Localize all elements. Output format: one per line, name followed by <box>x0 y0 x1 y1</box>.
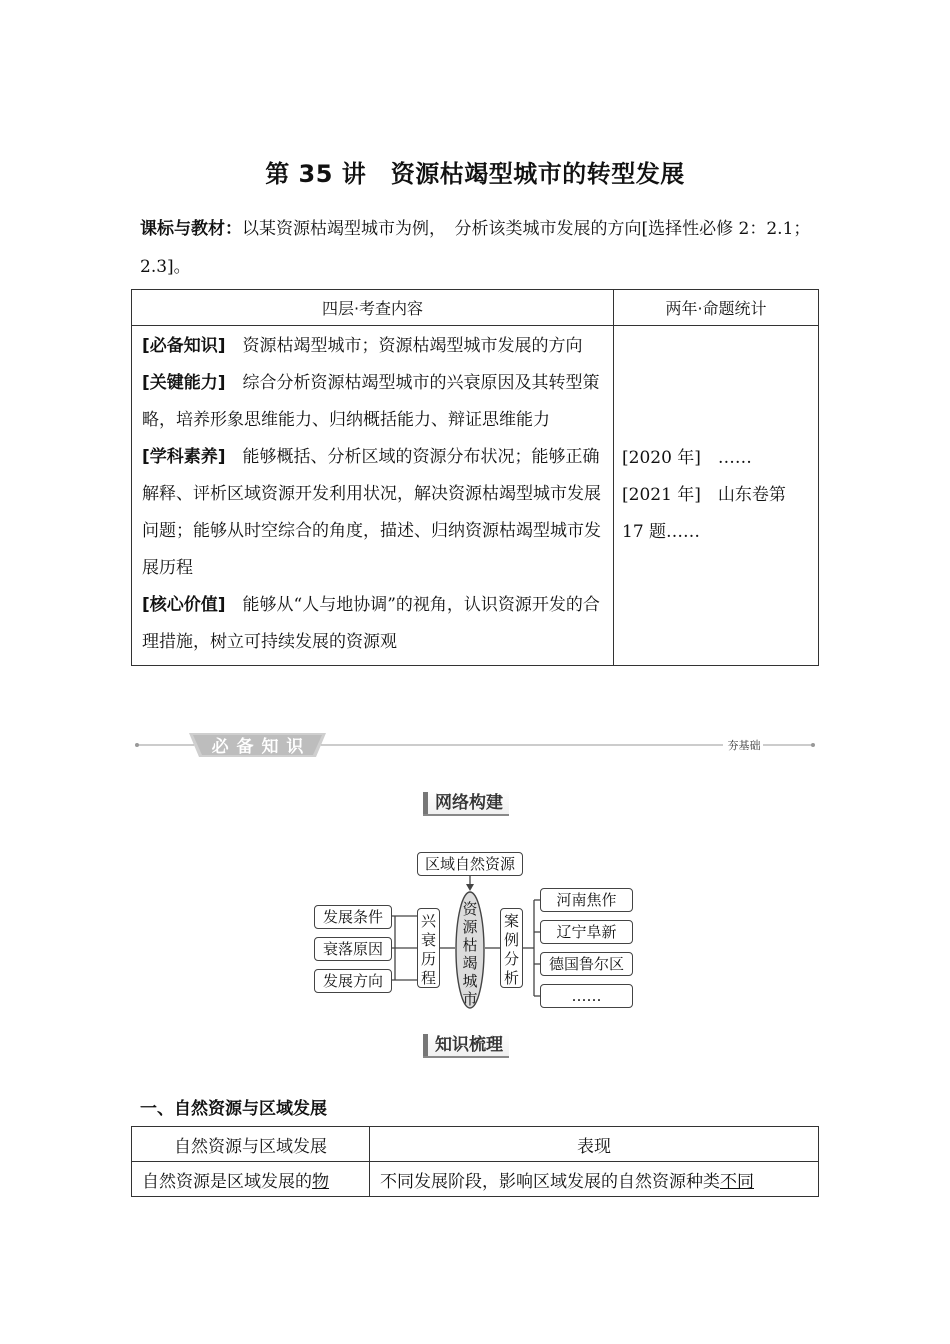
node-more-cases: …… <box>540 984 633 1008</box>
subhead-network: 网络构建 <box>423 790 509 816</box>
section-heading-1: 一、自然资源与区域发展 <box>140 1099 327 1119</box>
subhead-review: 知识梳理 <box>423 1032 509 1058</box>
item-essential-knowledge: [必备知识] 资源枯竭型城市；资源枯竭型城市发展的方向 <box>142 336 583 356</box>
curriculum-intro <box>140 210 820 286</box>
header-two-years: 两年·命题统计 <box>614 290 819 326</box>
item-key-ability: [关键能力] 综合分析资源枯竭型城市的兴衰原因及其转型策略，培养形象思维能力、归纳概括能力、辩证思维能力 <box>142 373 600 430</box>
node-resource-depleted-city: 资源枯竭城市 <box>462 900 478 1008</box>
banner-right-label: 夯基础 <box>727 739 761 752</box>
node-regional-resources: 区域自然资源 <box>417 852 523 876</box>
node-decline-causes: 衰落原因 <box>314 937 392 961</box>
banner-title: 必 备 知 识 <box>211 737 305 757</box>
intro-text: 以某资源枯竭型城市为例， 分析该类城市发展的方向[选择性必修 2：2.1；2.3]。 <box>140 219 811 277</box>
item-discipline-literacy: [学科素养] 能够概括、分析区域的资源分布状况；能够正确解释、评析区域资源开发利用状况，解决资源枯竭型城市发展问题；能够从时空综合的角度，描述、归纳资源枯竭型城市发展历程 <box>142 447 601 578</box>
row1-cell-a: 自然资源是区域发展的物 <box>132 1162 370 1197</box>
resource-development-table <box>131 1126 819 1197</box>
node-case-analysis: 案例分析 <box>500 908 523 988</box>
page-title: 第 35 讲 资源枯竭型城市的转型发展 <box>265 160 685 188</box>
node-germany-ruhr: 德国鲁尔区 <box>540 952 633 976</box>
four-levels-cell <box>132 326 614 666</box>
col-header-manifestation: 表现 <box>370 1127 819 1162</box>
section-banner <box>131 730 819 760</box>
blank-answer-a: 物 <box>312 1171 329 1192</box>
stat-2020: [2020 年] …… <box>622 448 752 468</box>
stat-2021: [2021 年] 山东卷第 17 题…… <box>622 485 786 542</box>
node-development-conditions: 发展条件 <box>314 905 392 929</box>
header-four-levels: 四层·考查内容 <box>132 290 614 326</box>
node-henan-jiaozuo: 河南焦作 <box>540 888 633 912</box>
node-development-direction: 发展方向 <box>314 969 392 993</box>
exam-content-table <box>131 289 819 666</box>
item-core-value: [核心价值] 能够从“人与地协调”的视角，认识资源开发的合理措施，树立可持续发展的资源观 <box>142 595 600 652</box>
intro-lead: 课标与教材： <box>140 219 242 239</box>
row1-cell-b: 不同发展阶段，影响区域发展的自然资源种类不同 <box>370 1162 819 1197</box>
node-rise-decline-history: 兴衰历程 <box>417 908 440 988</box>
network-diagram <box>312 848 636 1012</box>
node-liaoning-fuxin: 辽宁阜新 <box>540 920 633 944</box>
col-header-resource-development: 自然资源与区域发展 <box>132 1127 370 1162</box>
blank-answer-b: 不同 <box>720 1171 754 1192</box>
stats-cell <box>614 326 819 666</box>
